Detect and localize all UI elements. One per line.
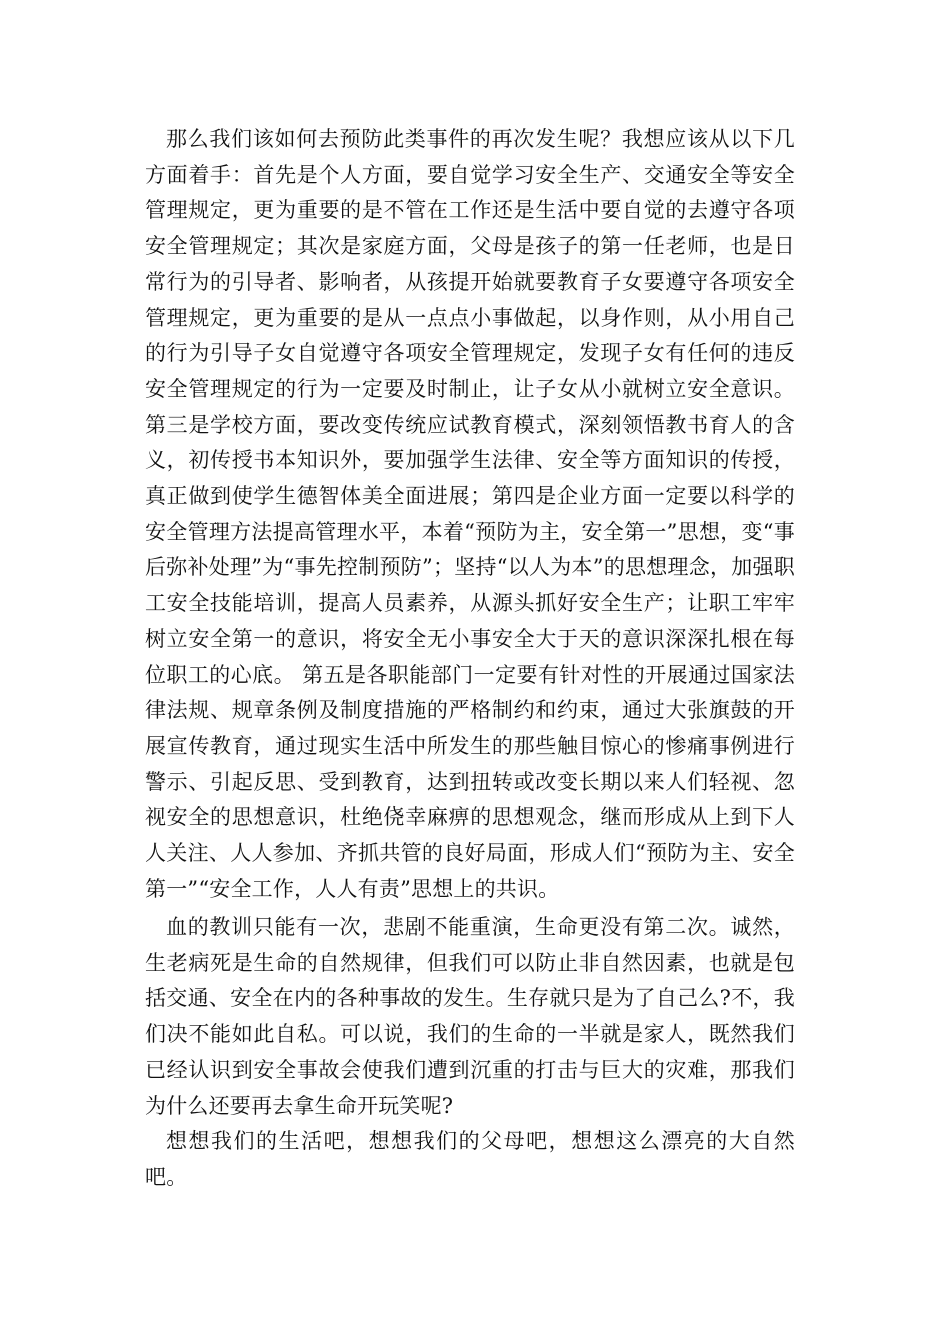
document-body (145, 122, 795, 1189)
paragraph-prevention-measures: 那么我们该如何去预防此类事件的再次发生呢？我想应该从以下几方面着手：首先是个人方面，要自觉学习安全生产、交通安全等安全管理规定，更为重要的是不管在工作还是生活中要自觉的去遵守各项安全管理规定；其次是家庭方面，父母是孩子的第一任老师，也是日常行为的引导者、影响者，从孩提开始就要教育子女要遵守各项安全管理规定，更为重要的是从一点点小事做起，以身作则，从小用自己的行为引导子女自觉遵守各项安全管理规定，发现子女有任何的违反安全管理规定的行为一定要及时制止，让子女从小就树立安全意识。第三是学校方面，要改变传统应试教育模式，深刻领悟教书育人的含义，初传授书本知识外，要加强学生法律、安全等方面知识的传授，真正做到使学生德智体美全面进展；第四是企业方面一定要以科学的安全管理方法提高管理水平，本着“预防为主，安全第一”思想，变“事后弥补处理”为“事先控制预防”；坚持“以人为本”的思想理念，加强职工安全技能培训，提高人员素养，从源头抓好安全生产；让职工牢牢树立安全第一的意识，将安全无小事安全大于天的意识深深扎根在每位职工的心底。 第五是各职能部门一定要有针对性的开展通过国家法律法规、规章条例及制度措施的严格制约和约束，通过大张旗鼓的开展宣传教育，通过现实生活中所发生的那些触目惊心的惨痛事例进行警示、引起反思、受到教育，达到扭转或改变长期以来人们轻视、忽视安全的思想意识，杜绝侥幸麻痹的思想观念，继而形成从上到下人人关注、人人参加、齐抓共管的良好局面，形成人们“预防为主、安全第一”“安全工作，人人有责”思想上的共识。 (145, 127, 795, 901)
paragraph-blood-lesson: 血的教训只能有一次，悲剧不能重演，生命更没有第二次。诚然，生老病死是生命的自然规律，但我们可以防止非自然因素，也就是包括交通、安全在内的各种事故的发生。生存就只是为了自己么?不，我们决不能如此自私。可以说，我们的生命的一半就是家人，既然我们已经认识到安全事故会使我们遭到沉重的打击与巨大的灾难，那我们为什么还要再去拿生命开玩笑呢? (145, 915, 795, 1118)
paragraph-closing: 想想我们的生活吧，想想我们的父母吧，想想这么漂亮的大自然吧。 (145, 1129, 795, 1189)
